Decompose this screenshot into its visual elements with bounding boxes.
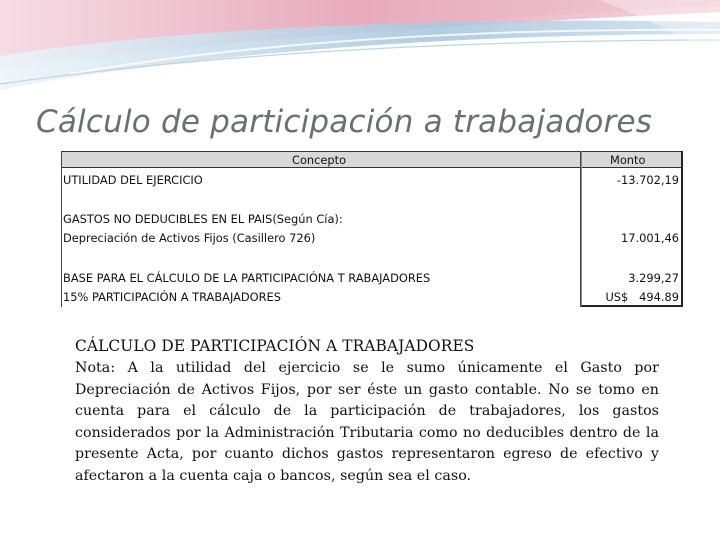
row-participacion-amount: US$ 494.89 — [605, 290, 679, 304]
participation-table — [61, 151, 683, 307]
row-base-concept: BASE PARA EL CÁLCULO DE LA PARTICIPACIÓNA T RABAJADORES — [63, 271, 431, 285]
row-participacion-concept: 15% PARTICIPACIÓN A TRABAJADORES — [63, 290, 281, 304]
note-block — [75, 337, 659, 488]
row-utilidad-concept: UTILIDAD DEL EJERCICIO — [63, 173, 203, 187]
row-base-amount: 3.299,27 — [628, 271, 679, 285]
row-utilidad-amount: -13.702,19 — [616, 173, 679, 187]
row-gastos-concept: GASTOS NO DEDUCIBLES EN EL PAIS(Según Cía): — [63, 212, 343, 226]
row-depreciacion-concept: Depreciación de Activos Fijos (Casillero 726) — [63, 231, 316, 245]
row-depreciacion-amount: 17.001,46 — [621, 231, 679, 245]
header-swoosh-decoration — [0, 0, 720, 120]
note-body: Nota: A la utilidad del ejercicio se le sumo únicamente el Gasto por Depreciación de Activos Fijos, por ser éste un gasto contable. No se tomo en cuenta para el cálculo de la participación de trabajadores, los gastos considerados por la Administración Tributaria como no deducibles dentro de la presente Acta, por cuanto dichos gastos representaron egreso de efectivo y afectaron a la cuenta caja o bancos, según sea el caso. — [75, 360, 659, 484]
note-heading: CÁLCULO DE PARTICIPACIÓN A TRABAJADORES — [75, 337, 475, 355]
header-concepto: Concepto — [292, 153, 347, 167]
slide-title: Cálculo de participación a trabajadores — [36, 104, 653, 140]
header-monto: Monto — [610, 153, 646, 167]
